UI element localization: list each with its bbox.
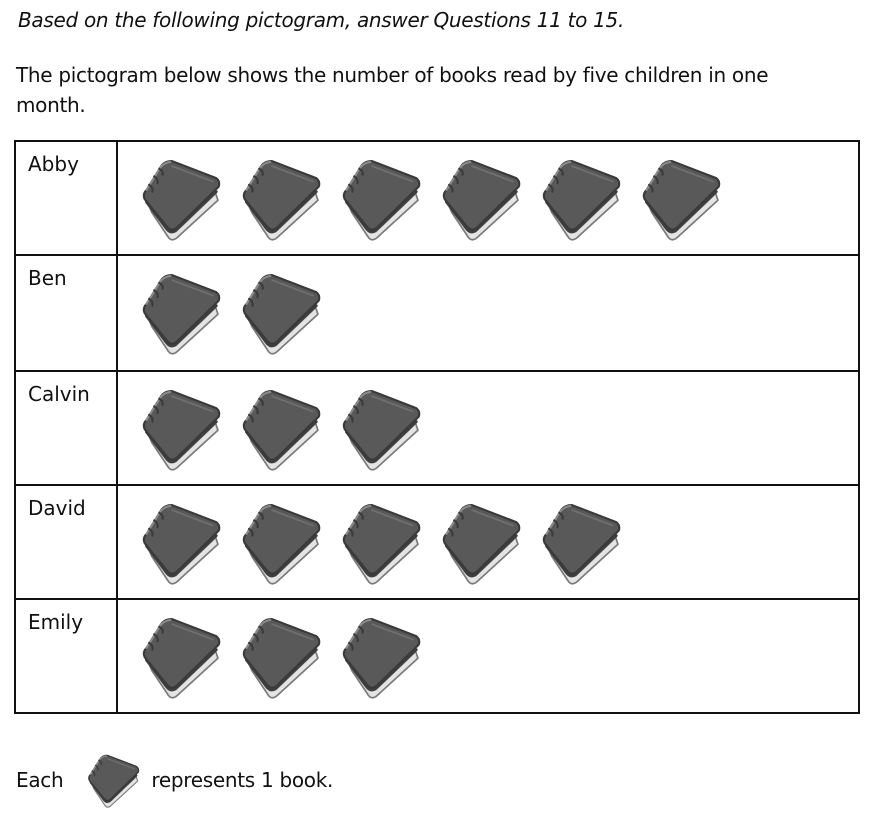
book-icon bbox=[438, 156, 523, 241]
child-name: David bbox=[15, 485, 117, 599]
book-icon bbox=[238, 386, 323, 471]
key-book-icon bbox=[85, 752, 141, 808]
key-each-label: Each bbox=[16, 768, 64, 792]
book-count-cell bbox=[117, 485, 859, 599]
pictogram-row bbox=[15, 485, 859, 599]
book-count-cell bbox=[117, 599, 859, 713]
book-icon bbox=[238, 500, 323, 585]
book-icon bbox=[138, 500, 223, 585]
book-icon bbox=[338, 156, 423, 241]
pictogram-row bbox=[15, 599, 859, 713]
child-name: Emily bbox=[15, 599, 117, 713]
book-icon bbox=[538, 500, 623, 585]
book-icon bbox=[138, 270, 223, 355]
child-name: Ben bbox=[15, 255, 117, 371]
book-icon bbox=[438, 500, 523, 585]
book-icon-row bbox=[118, 600, 858, 699]
book-icon bbox=[338, 386, 423, 471]
intro-text: The pictogram below shows the number of books read by five children in one month. bbox=[16, 63, 769, 117]
book-icon bbox=[538, 156, 623, 241]
child-name: Abby bbox=[15, 141, 117, 255]
book-icon bbox=[338, 614, 423, 699]
pictogram-row bbox=[15, 371, 859, 485]
book-icon bbox=[338, 500, 423, 585]
pictogram-row bbox=[15, 255, 859, 371]
pictogram-table bbox=[14, 140, 860, 714]
instruction-text: Based on the following pictogram, answer Questions 11 to 15. bbox=[18, 8, 625, 32]
book-icon bbox=[138, 614, 223, 699]
pictogram-key bbox=[16, 752, 333, 808]
book-icon bbox=[638, 156, 723, 241]
book-icon-row bbox=[118, 486, 858, 585]
pictogram-row bbox=[15, 141, 859, 255]
book-icon bbox=[238, 614, 323, 699]
book-icon bbox=[238, 270, 323, 355]
book-count-cell bbox=[117, 141, 859, 255]
book-icon-row bbox=[118, 372, 858, 471]
book-icon-row bbox=[118, 142, 858, 241]
child-name: Calvin bbox=[15, 371, 117, 485]
book-icon-row bbox=[118, 256, 858, 355]
book-count-cell bbox=[117, 255, 859, 371]
book-icon bbox=[238, 156, 323, 241]
book-count-cell bbox=[117, 371, 859, 485]
book-icon bbox=[138, 386, 223, 471]
book-icon bbox=[138, 156, 223, 241]
key-represents-label: represents 1 book. bbox=[151, 768, 334, 792]
